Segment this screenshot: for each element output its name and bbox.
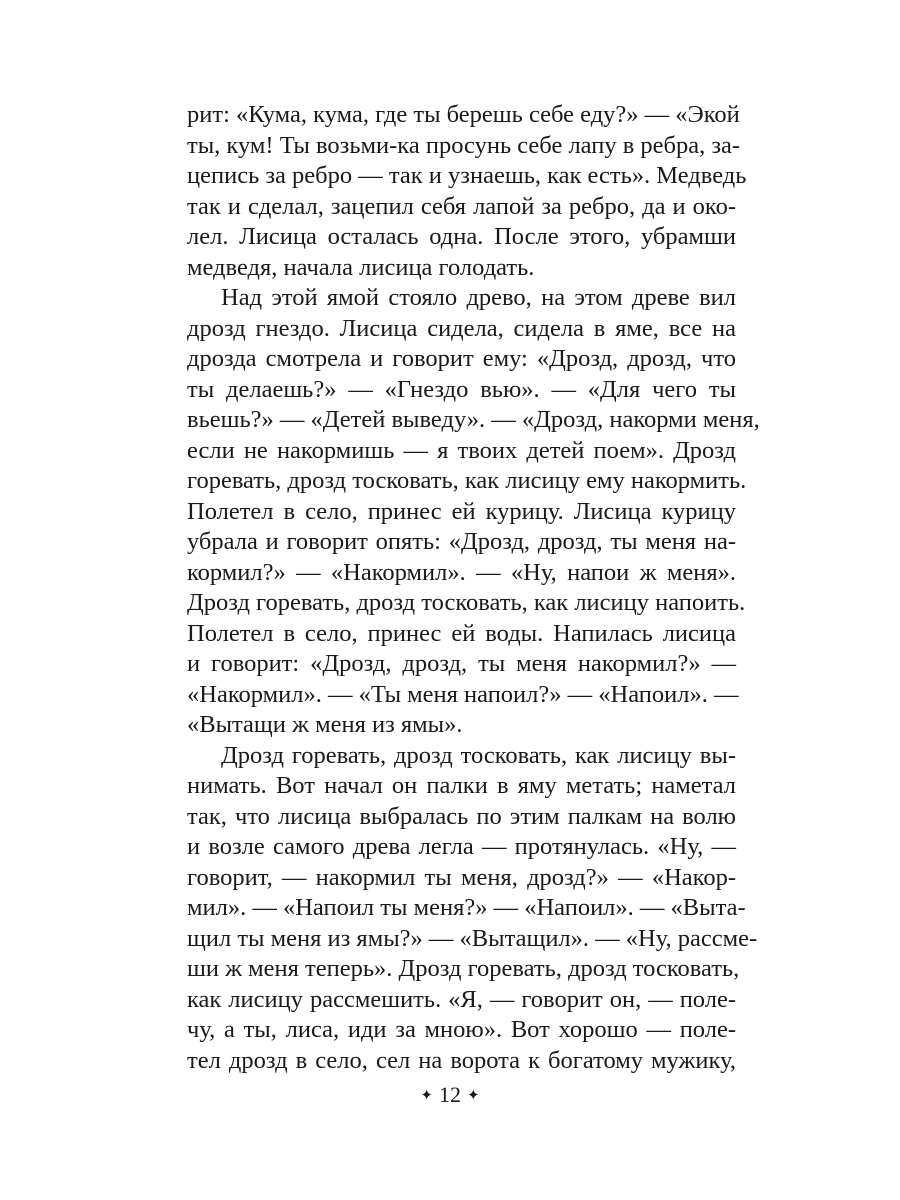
- paragraph-2: [187, 283, 760, 741]
- text-line: «Вытащи ж меня из ямы».: [187, 711, 463, 738]
- text-line: дрозд гнездо. Лисица сидела, сидела в яме, все на: [187, 314, 736, 342]
- text-line: горевать, дрозд тосковать, как лисицу ему накормить.: [187, 467, 747, 494]
- text-line: убрала и говорит опять: «Дрозд, дрозд, ты меня на-: [187, 528, 736, 555]
- text-line: как лисицу рассмешить. «Я, — говорит он, — поле-: [187, 985, 736, 1013]
- text-line: кормил?» — «Накормил». — «Ну, напои ж меня».: [187, 558, 736, 586]
- text-line: мил». — «Напоил ты меня?» — «Напоил». — «Выта-: [187, 894, 746, 921]
- text-line: и говорит: «Дрозд, дрозд, ты меня накормил?» —: [187, 650, 736, 677]
- text-line: говорит, — накормил ты меня, дрозд?» — «Накор-: [187, 863, 736, 891]
- text-line: Полетел в село, принес ей курицу. Лисица курицу: [187, 497, 736, 525]
- ornament-right-icon: ✦: [467, 1088, 480, 1104]
- text-line: если не накормишь — я твоих детей поем». Дрозд: [187, 436, 736, 464]
- text-line: дрозда смотрела и говорит ему: «Дрозд, дрозд, что: [187, 345, 736, 372]
- page-number: 12: [439, 1082, 461, 1107]
- text-line: рит: «Кума, кума, где ты берешь себе еду?» — «Экой: [187, 101, 740, 128]
- text-line: Дрозд горевать, дрозд тосковать, как лисицу вы-: [221, 741, 736, 769]
- page-text: [187, 100, 760, 1076]
- text-line: медведя, начала лисица голодать.: [187, 253, 535, 281]
- paragraph-3: [187, 741, 758, 1077]
- text-line: ши ж меня теперь». Дрозд горевать, дрозд тосковать,: [187, 955, 740, 982]
- text-line: вьешь?» — «Детей выведу». — «Дрозд, накорми меня,: [187, 406, 760, 433]
- text-line: щил ты меня из ямы?» — «Вытащил». — «Ну, рассме-: [187, 924, 758, 952]
- text-line: Дрозд горевать, дрозд тосковать, как лисицу напоить.: [187, 589, 746, 616]
- ornament-left-icon: ✦: [420, 1088, 433, 1104]
- text-line: Над этой ямой стояло древо, на этом древе вил: [221, 284, 736, 311]
- text-line: так и сделал, зацепил себя лапой за ребро, да и око-: [187, 192, 736, 220]
- text-line: и возле самого древа легла — протянулась. «Ну, —: [187, 833, 736, 860]
- text-line: цепись за ребро — так и узнаешь, как есть». Медведь: [187, 162, 747, 189]
- paragraph-1: [187, 100, 747, 283]
- page-number-footer: [0, 1082, 900, 1108]
- text-line: «Накормил». — «Ты меня напоил?» — «Напоил». —: [187, 680, 739, 708]
- text-line: ты делаешь?» — «Гнездо вью». — «Для чего ты: [187, 375, 736, 403]
- text-line: нимать. Вот начал он палки в яму метать; наметал: [187, 772, 736, 799]
- text-line: так, что лисица выбралась по этим палкам на волю: [187, 802, 736, 830]
- text-line: ты, кум! Ты возьми-ка просунь себе лапу в ребра, за-: [187, 131, 741, 159]
- text-line: Полетел в село, принес ей воды. Напилась лисица: [187, 619, 736, 647]
- text-line: чу, а ты, лиса, иди за мною». Вот хорошо — поле-: [187, 1016, 736, 1043]
- text-line: лел. Лисица осталась одна. После этого, убрамши: [187, 223, 736, 250]
- text-line: тел дрозд в село, сел на ворота к богатому мужику,: [187, 1046, 736, 1074]
